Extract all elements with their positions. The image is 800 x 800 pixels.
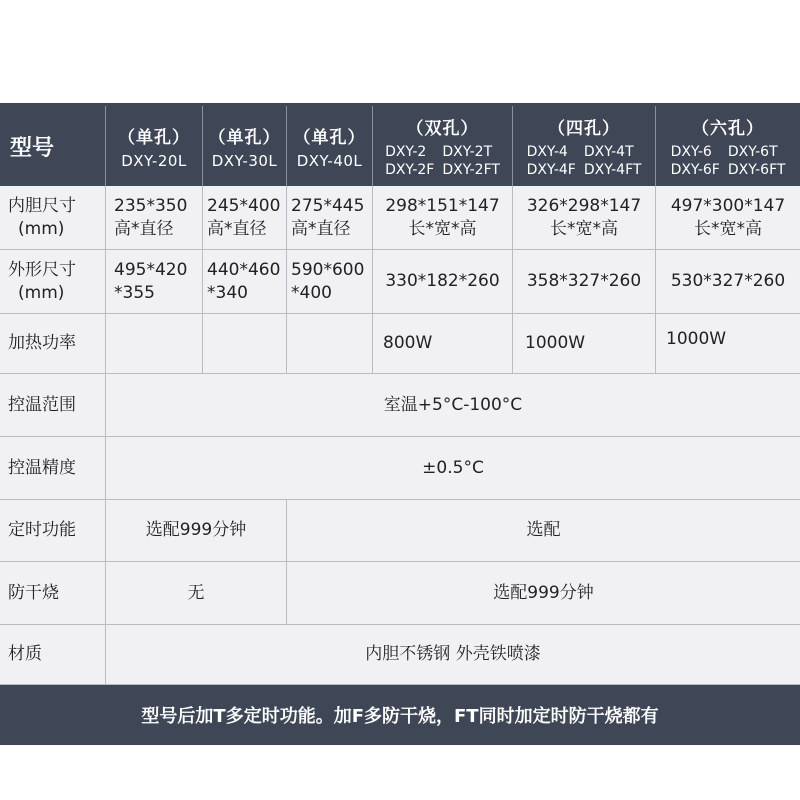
value-line: 高*直径	[207, 218, 267, 239]
footer-text: 型号后加T多定时功能。加F多防干烧，FT同时加定时防干烧都有	[141, 706, 659, 727]
dry-burn-cell-single	[106, 562, 287, 625]
label-text: 防干烧	[8, 582, 59, 603]
model-name: DXY-2T	[442, 143, 493, 160]
row-label-power	[0, 314, 106, 374]
temp-range-cell	[106, 374, 800, 437]
inner-size-cell	[106, 186, 203, 250]
inner-size-cell	[656, 186, 800, 250]
row-label-temp-precision	[0, 437, 106, 500]
model-list	[671, 143, 786, 179]
value-text: 室温+5°C-100°C	[383, 394, 523, 415]
outer-size-cell	[656, 250, 800, 314]
label-line: 内胆尺寸	[8, 195, 76, 216]
power-cell	[373, 314, 513, 374]
label-line: (mm)	[18, 218, 65, 239]
power-cell	[287, 314, 373, 374]
outer-size-cell	[513, 250, 656, 314]
model-name: DXY-40L	[296, 151, 363, 170]
model-name: DXY-2	[385, 143, 427, 160]
model-col-2	[203, 106, 287, 186]
model-col-5	[513, 106, 656, 186]
label-text: 控温范围	[8, 394, 76, 415]
row-label-material	[0, 625, 106, 685]
value-line: *340	[207, 282, 248, 303]
value-line: 高*直径	[114, 218, 174, 239]
model-name: DXY-30L	[211, 151, 278, 170]
spec-table	[0, 103, 800, 685]
row-label-outer	[0, 250, 106, 314]
dry-burn-cell-multi	[287, 562, 800, 625]
value-text: 选配999分钟	[145, 520, 247, 540]
value-line: 245*400	[207, 195, 281, 216]
group-label: （六孔）	[692, 118, 764, 139]
value-line: 长*宽*高	[694, 218, 762, 239]
value-text: 1000W	[525, 333, 586, 353]
timer-cell-single	[106, 500, 287, 562]
value-line: 495*420	[114, 259, 188, 280]
model-header-text: 型号	[10, 135, 55, 161]
value-text: ±0.5°C	[422, 457, 484, 478]
outer-size-cell	[203, 250, 287, 314]
value-text: 800W	[383, 333, 433, 353]
model-name: DXY-20L	[121, 151, 187, 170]
inner-size-cell	[287, 186, 373, 250]
model-name: DXY-6FT	[727, 161, 786, 178]
material-cell	[106, 625, 800, 685]
outer-size-cell	[287, 250, 373, 314]
model-name: DXY-4T	[583, 143, 634, 160]
model-col-6	[656, 106, 800, 186]
model-name: DXY-6	[670, 143, 712, 160]
value-text: 内胆不锈钢 外壳铁喷漆	[365, 644, 541, 664]
outer-size-cell	[373, 250, 513, 314]
value-line: 长*宽*高	[550, 218, 618, 239]
value-line: 358*327*260	[526, 271, 642, 291]
inner-size-cell	[203, 186, 287, 250]
model-header-label	[0, 106, 106, 186]
model-name: DXY-4	[526, 143, 568, 160]
value-line: 530*327*260	[670, 271, 786, 291]
group-label: （单孔）	[118, 127, 190, 148]
model-list	[385, 143, 500, 179]
label-line: (mm)	[18, 282, 65, 303]
value-text: 无	[187, 582, 205, 603]
label-text: 材质	[8, 644, 42, 664]
model-list	[527, 143, 642, 179]
label-text: 定时功能	[8, 520, 76, 540]
model-col-3	[287, 106, 373, 186]
value-line: 235*350	[114, 195, 188, 216]
model-name: DXY-4FT	[583, 161, 642, 178]
value-text: 选配	[526, 520, 561, 540]
model-col-4	[373, 106, 513, 186]
inner-size-cell	[513, 186, 656, 250]
model-name: DXY-2FT	[442, 161, 500, 178]
model-name: DXY-4F	[526, 161, 576, 178]
value-line: *400	[291, 282, 332, 303]
value-line: 330*182*260	[385, 271, 500, 291]
value-line: 590*600	[291, 259, 365, 280]
temp-precision-cell	[106, 437, 800, 500]
model-name: DXY-6T	[727, 143, 778, 160]
value-line: 高*直径	[291, 218, 351, 239]
label-text: 加热功率	[8, 333, 76, 353]
value-line: 497*300*147	[670, 195, 786, 216]
footer-note	[0, 685, 800, 745]
inner-size-cell	[373, 186, 513, 250]
label-line: 外形尺寸	[8, 259, 76, 280]
value-line: 298*151*147	[385, 195, 500, 216]
group-label: （单孔）	[293, 127, 366, 148]
value-line: 长*宽*高	[408, 218, 477, 239]
power-cell	[656, 314, 800, 374]
model-col-1	[106, 106, 203, 186]
value-line: 440*460	[207, 259, 281, 280]
value-text: 选配999分钟	[493, 582, 594, 603]
power-cell	[203, 314, 287, 374]
group-label: （双孔）	[406, 118, 479, 139]
power-cell	[106, 314, 203, 374]
value-line: 275*445	[291, 195, 365, 216]
row-label-dry-burn	[0, 562, 106, 625]
power-cell	[513, 314, 656, 374]
value-line: *355	[114, 282, 155, 303]
row-label-inner	[0, 186, 106, 250]
value-text: 1000W	[666, 329, 727, 349]
timer-cell-multi	[287, 500, 800, 562]
model-name: DXY-2F	[385, 161, 435, 178]
outer-size-cell	[106, 250, 203, 314]
row-label-timer	[0, 500, 106, 562]
value-line: 326*298*147	[526, 195, 642, 216]
model-name: DXY-6F	[670, 161, 720, 178]
row-label-temp-range	[0, 374, 106, 437]
group-label: （四孔）	[548, 118, 620, 139]
label-text: 控温精度	[8, 457, 76, 478]
group-label: （单孔）	[208, 127, 281, 148]
